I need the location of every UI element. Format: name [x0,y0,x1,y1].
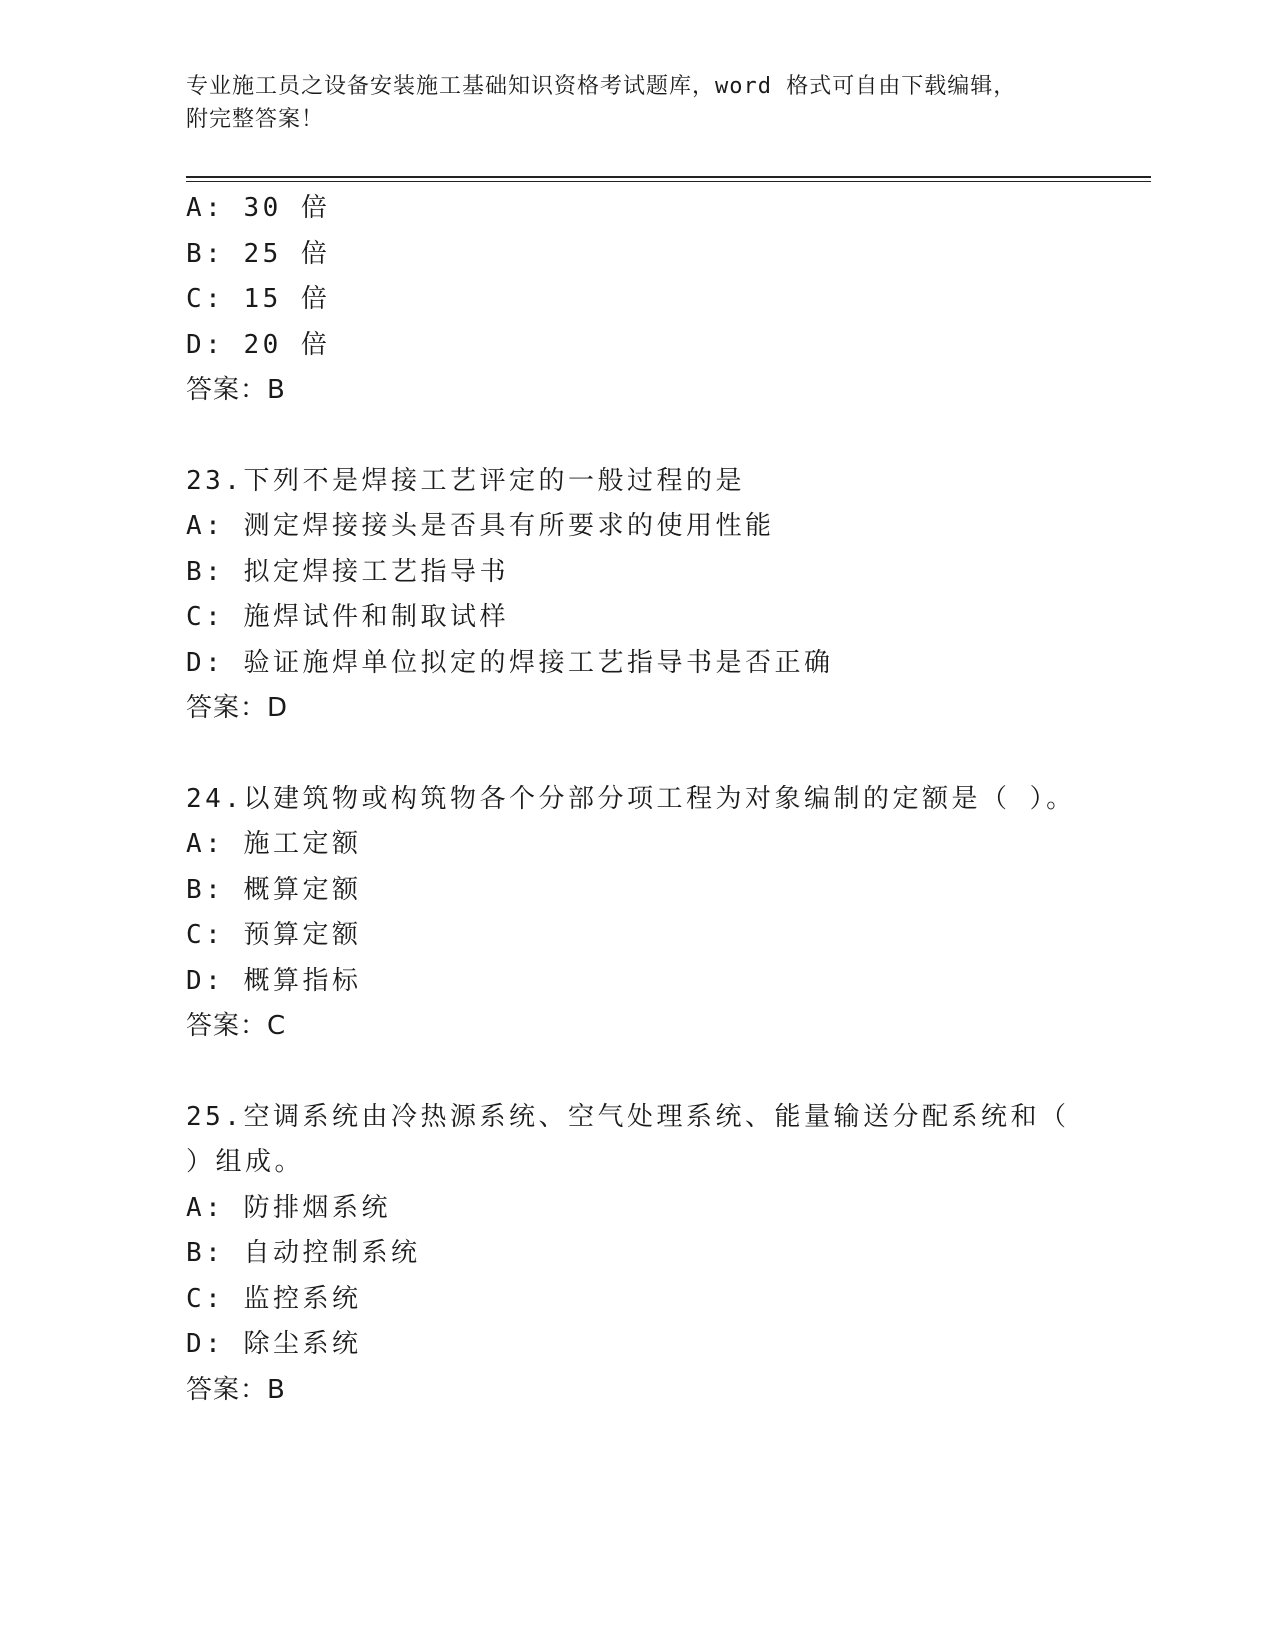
option-c: C: 预算定额 [186,920,362,950]
header-rule-thin [186,181,1151,182]
option-c: C: 施焊试件和制取试样 [186,602,509,632]
option-d: D: 除尘系统 [186,1329,362,1359]
answer: 答案：D [186,693,289,723]
option-b: B: 拟定焊接工艺指导书 [186,556,509,587]
option-b: B: 25 倍 [186,238,331,269]
question-text-line-2: ）组成。 [186,1147,305,1177]
option-c: C: 15 倍 [186,284,331,314]
header-line-2: 附完整答案！ [186,107,325,132]
question-block-23 [186,459,1126,732]
option-b: B: 概算定额 [186,874,362,905]
option-d: D: 概算指标 [186,965,362,996]
header-line-1: 专业施工员之设备安装施工基础知识资格考试题库，word 格式可自由下载编辑， [186,74,1017,99]
option-a: A: 测定焊接接头是否具有所要求的使用性能 [186,511,775,541]
question-list [186,186,1126,1413]
header-rule-thick [186,176,1151,178]
option-a: A: 防排烟系统 [186,1192,391,1223]
question-block-24 [186,777,1126,1050]
option-a: A: 30 倍 [186,193,331,223]
option-d: D: 验证施焊单位拟定的焊接工艺指导书是否正确 [186,647,834,678]
answer: 答案：C [186,1011,287,1041]
option-d: D: 20 倍 [186,329,331,360]
question-block-25 [186,1095,1126,1414]
answer: 答案：B [186,375,286,405]
option-a: A: 施工定额 [186,829,362,859]
question-text-line-1: 25.空调系统由冷热源系统、空气处理系统、能量输送分配系统和（ [186,1101,1070,1132]
option-b: B: 自动控制系统 [186,1238,421,1268]
question-text: 24.以建筑物或构筑物各个分部分项工程为对象编制的定额是（ ）。 [186,783,1076,814]
question-block-22 [186,186,1126,414]
option-c: C: 监控系统 [186,1283,362,1314]
question-text: 23.下列不是焊接工艺评定的一般过程的是 [186,465,745,496]
document-header [186,70,1066,136]
answer: 答案：B [186,1374,286,1405]
